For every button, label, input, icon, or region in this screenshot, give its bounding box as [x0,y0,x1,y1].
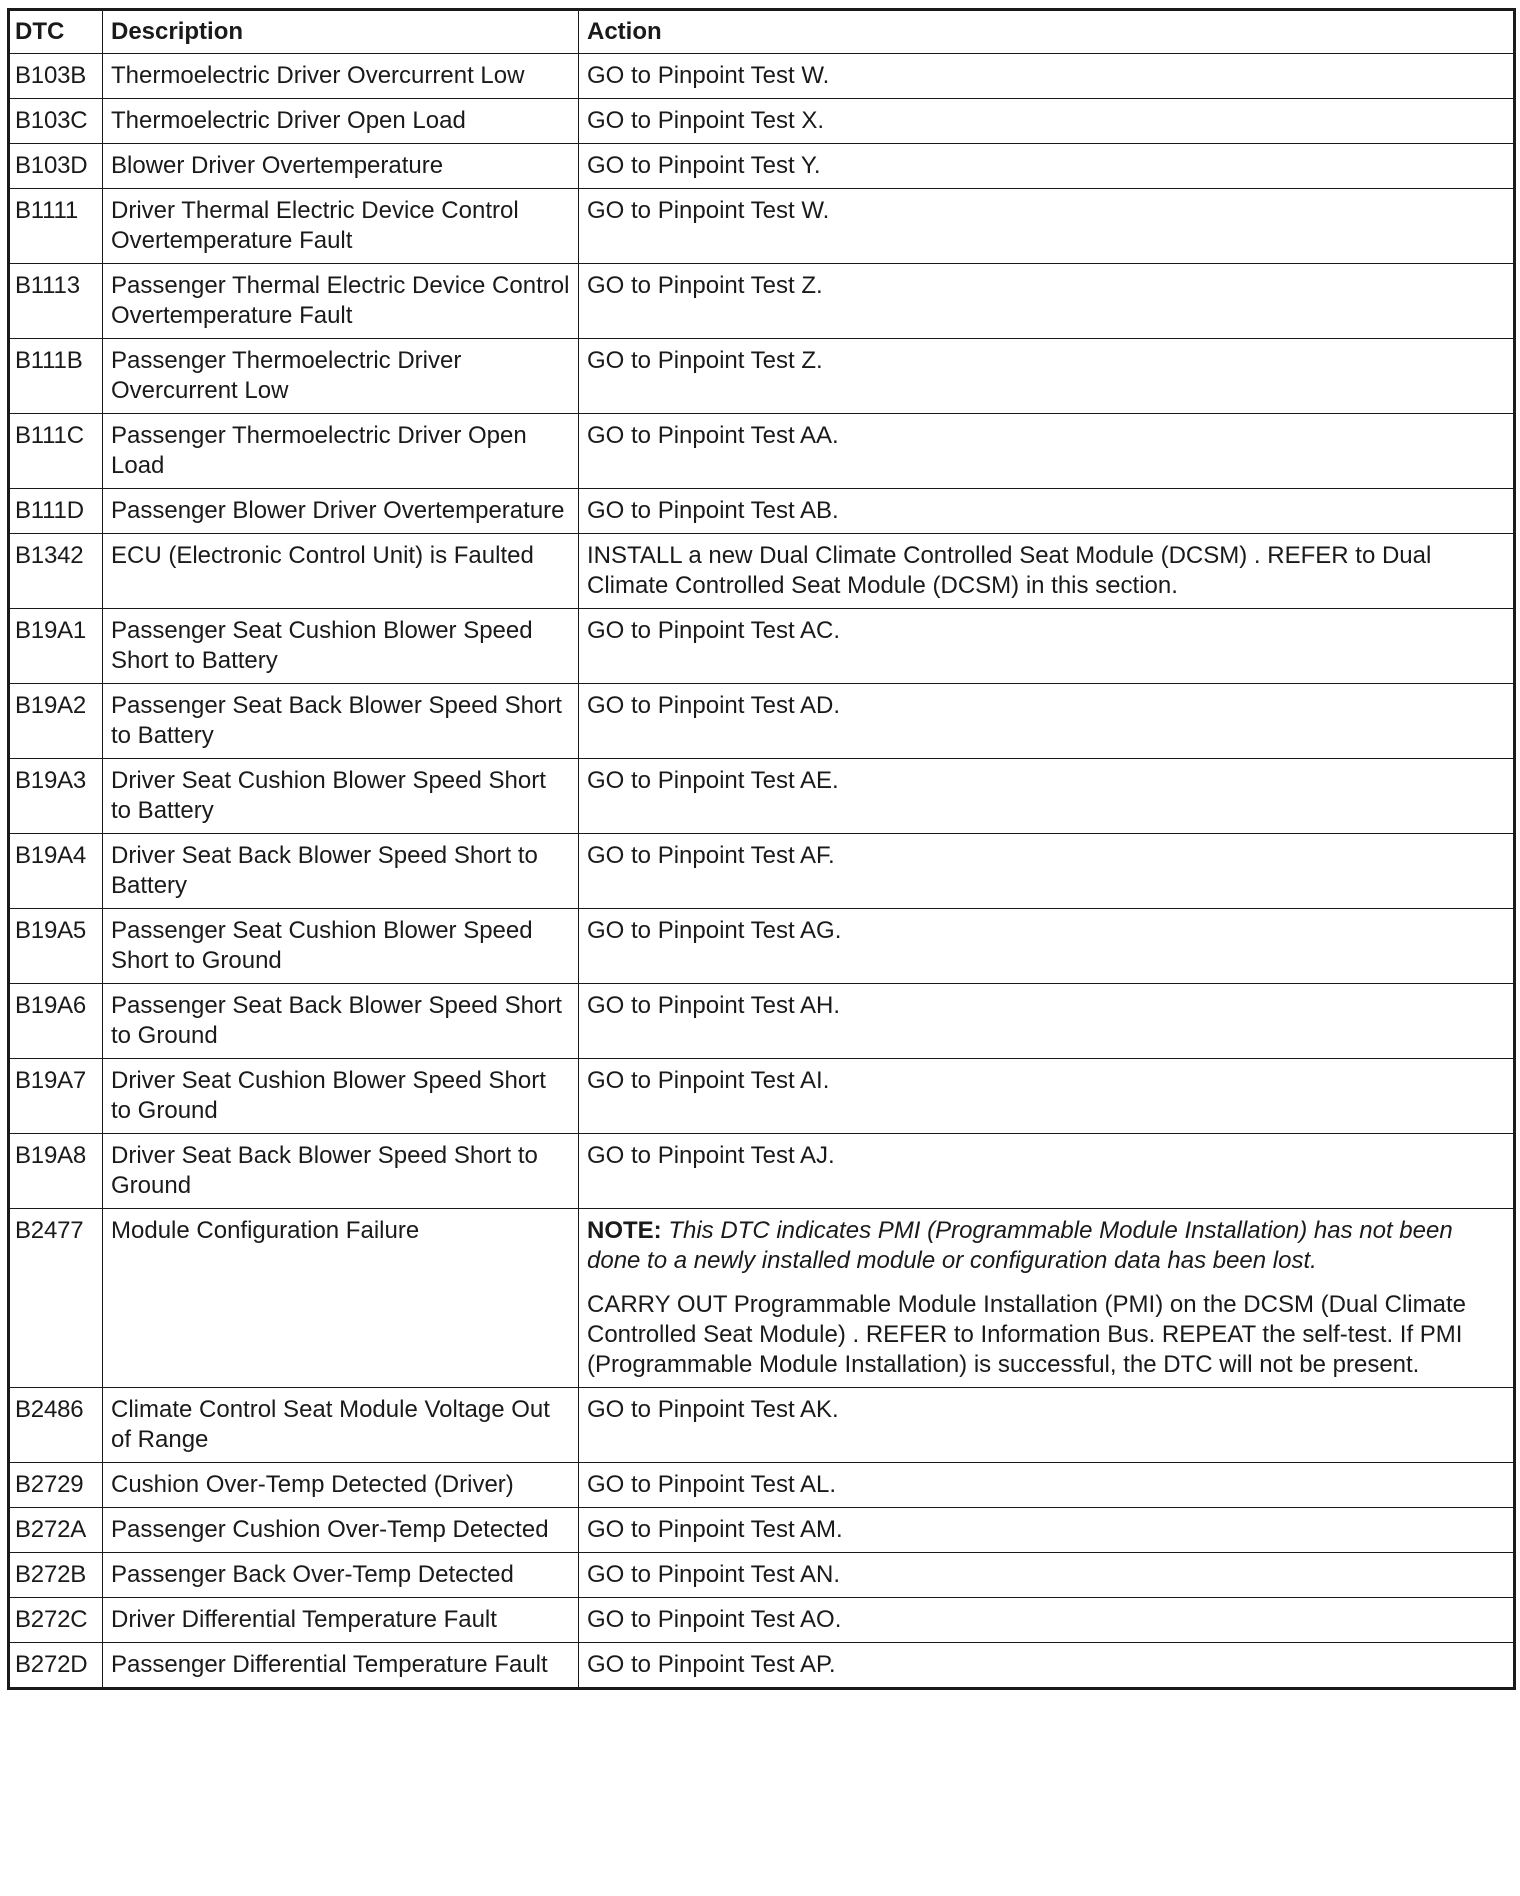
dtc-description: Thermoelectric Driver Overcurrent Low [103,54,579,99]
table-row [9,834,1515,909]
note-text: This DTC indicates PMI (Programmable Module Installation) has not been done to a newly installed module or configuration data has been lost. [587,1217,1453,1274]
table-row [9,489,1515,534]
table-row [9,909,1515,984]
dtc-code: B19A1 [9,609,103,684]
dtc-code: B19A4 [9,834,103,909]
dtc-description: Passenger Cushion Over-Temp Detected [103,1508,579,1553]
dtc-description: ECU (Electronic Control Unit) is Faulted [103,534,579,609]
dtc-code: B19A5 [9,909,103,984]
dtc-action: GO to Pinpoint Test AP. [579,1643,1515,1689]
dtc-code: B272D [9,1643,103,1689]
table-row [9,264,1515,339]
dtc-description: Module Configuration Failure [103,1209,579,1388]
dtc-action: GO to Pinpoint Test AF. [579,834,1515,909]
table-body [9,54,1515,1689]
action-text: CARRY OUT Programmable Module Installation (PMI) on the DCSM (Dual Climate Controlled Seat Module) . REFER to Information Bus. REPEAT the self-test. If PMI (Programmable Module Installation) is successful, the DTC will not be present. [587,1291,1466,1378]
table-row [9,609,1515,684]
dtc-description: Passenger Thermal Electric Device Control Overtemperature Fault [103,264,579,339]
dtc-code: B111C [9,414,103,489]
dtc-action: GO to Pinpoint Test AL. [579,1463,1515,1508]
dtc-action: GO to Pinpoint Test Z. [579,339,1515,414]
dtc-code: B1113 [9,264,103,339]
dtc-code: B19A8 [9,1134,103,1209]
dtc-description: Passenger Thermoelectric Driver Overcurrent Low [103,339,579,414]
table-row [9,1598,1515,1643]
header-description: Description [103,10,579,54]
dtc-code: B2729 [9,1463,103,1508]
dtc-action: GO to Pinpoint Test AE. [579,759,1515,834]
dtc-code: B103B [9,54,103,99]
dtc-action: GO to Pinpoint Test AA. [579,414,1515,489]
dtc-code: B272A [9,1508,103,1553]
dtc-code: B272C [9,1598,103,1643]
table-row [9,759,1515,834]
header-dtc: DTC [9,10,103,54]
dtc-action: GO to Pinpoint Test AC. [579,609,1515,684]
table-row [9,144,1515,189]
dtc-description: Climate Control Seat Module Voltage Out of Range [103,1388,579,1463]
table-row [9,1134,1515,1209]
dtc-code: B1342 [9,534,103,609]
dtc-action: GO to Pinpoint Test AB. [579,489,1515,534]
dtc-description: Cushion Over-Temp Detected (Driver) [103,1463,579,1508]
dtc-action: GO to Pinpoint Test W. [579,189,1515,264]
dtc-code: B19A3 [9,759,103,834]
note-label: NOTE: [587,1217,662,1244]
dtc-action: GO to Pinpoint Test AJ. [579,1134,1515,1209]
dtc-description: Passenger Seat Back Blower Speed Short to Battery [103,684,579,759]
dtc-action: GO to Pinpoint Test AO. [579,1598,1515,1643]
dtc-description: Passenger Back Over-Temp Detected [103,1553,579,1598]
dtc-code: B103D [9,144,103,189]
dtc-action: INSTALL a new Dual Climate Controlled Seat Module (DCSM) . REFER to Dual Climate Controlled Seat Module (DCSM) in this section. [579,534,1515,609]
dtc-action: GO to Pinpoint Test Z. [579,264,1515,339]
dtc-code: B19A6 [9,984,103,1059]
table-row [9,1388,1515,1463]
table-row [9,1508,1515,1553]
dtc-description: Driver Seat Back Blower Speed Short to Ground [103,1134,579,1209]
dtc-code: B19A7 [9,1059,103,1134]
dtc-description: Blower Driver Overtemperature [103,144,579,189]
dtc-action: GO to Pinpoint Test W. [579,54,1515,99]
dtc-action: GO to Pinpoint Test AN. [579,1553,1515,1598]
table-row [9,414,1515,489]
table-row [9,1553,1515,1598]
dtc-action: GO to Pinpoint Test AH. [579,984,1515,1059]
dtc-code: B111D [9,489,103,534]
dtc-description: Driver Seat Cushion Blower Speed Short to Battery [103,759,579,834]
header-action: Action [579,10,1515,54]
table-row [9,984,1515,1059]
dtc-action: GO to Pinpoint Test X. [579,99,1515,144]
dtc-code: B103C [9,99,103,144]
dtc-description: Passenger Blower Driver Overtemperature [103,489,579,534]
table-row [9,54,1515,99]
dtc-description: Passenger Seat Cushion Blower Speed Short to Ground [103,909,579,984]
dtc-code: B2486 [9,1388,103,1463]
dtc-description: Driver Differential Temperature Fault [103,1598,579,1643]
dtc-action: GO to Pinpoint Test Y. [579,144,1515,189]
table-row [9,339,1515,414]
dtc-action: GO to Pinpoint Test AI. [579,1059,1515,1134]
table-row [9,684,1515,759]
table-row [9,1059,1515,1134]
dtc-action: GO to Pinpoint Test AM. [579,1508,1515,1553]
table-row [9,1463,1515,1508]
dtc-table [7,8,1516,1690]
dtc-code: B1111 [9,189,103,264]
table-row-b2477 [9,1209,1515,1388]
dtc-action [579,1209,1515,1388]
dtc-action: GO to Pinpoint Test AG. [579,909,1515,984]
dtc-code: B2477 [9,1209,103,1388]
dtc-description: Passenger Thermoelectric Driver Open Load [103,414,579,489]
dtc-description: Driver Seat Cushion Blower Speed Short to Ground [103,1059,579,1134]
dtc-description: Thermoelectric Driver Open Load [103,99,579,144]
dtc-description: Driver Seat Back Blower Speed Short to Battery [103,834,579,909]
dtc-action: GO to Pinpoint Test AD. [579,684,1515,759]
dtc-code: B272B [9,1553,103,1598]
dtc-code: B111B [9,339,103,414]
dtc-description: Passenger Seat Back Blower Speed Short to Ground [103,984,579,1059]
table-header-row [9,10,1515,54]
dtc-description: Driver Thermal Electric Device Control Overtemperature Fault [103,189,579,264]
note-block [587,1216,1505,1276]
dtc-description: Passenger Differential Temperature Fault [103,1643,579,1689]
table-row [9,99,1515,144]
dtc-code: B19A2 [9,684,103,759]
table-row [9,189,1515,264]
table-row [9,1643,1515,1689]
dtc-description: Passenger Seat Cushion Blower Speed Short to Battery [103,609,579,684]
dtc-action: GO to Pinpoint Test AK. [579,1388,1515,1463]
table-row [9,534,1515,609]
